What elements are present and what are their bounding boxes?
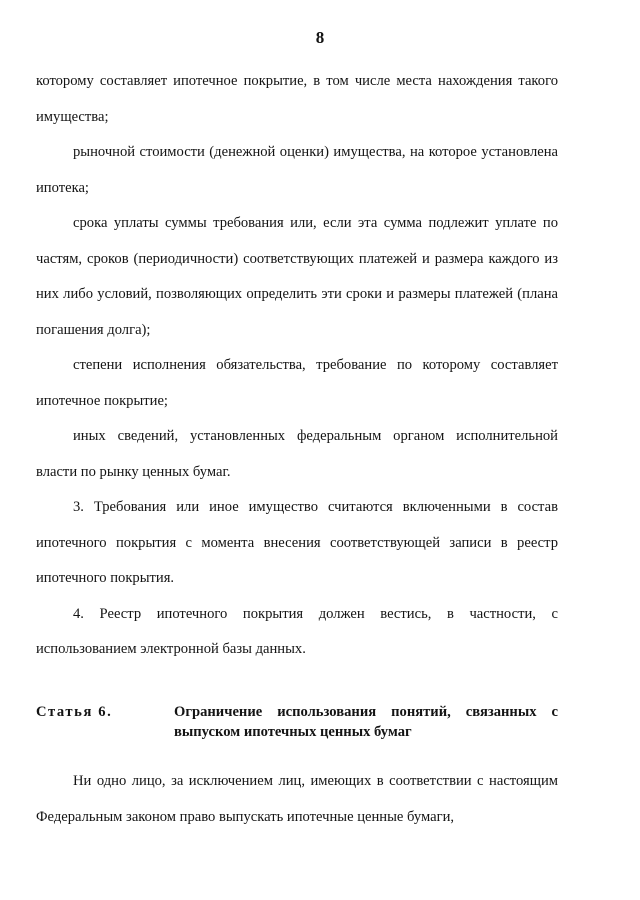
article-label: Статья 6. (36, 704, 113, 720)
page-number: 8 (315, 28, 325, 47)
paragraph-market-value: рыночной стоимости (денежной оценки) имущества, на которое установлена ипотека; (36, 144, 558, 196)
paragraph-clause-4: 4. Реестр ипотечного покрытия должен вестись, в частности, с использованием электронной базы данных. (36, 605, 558, 657)
paragraph-obligation-status: степени исполнения обязательства, требование по которому составляет ипотечное покрытие; (36, 357, 558, 409)
paragraph-clause-3: 3. Требования или иное имущество считаются включенными в состав ипотечного покрытия с момента внесения соответствующей записи в реестр ипотечного покрытия. (36, 499, 558, 586)
article-heading (36, 702, 558, 742)
paragraph-property-location: которому составляет ипотечное покрытие, в том числе места нахождения такого имущества; (36, 73, 558, 125)
document-body (36, 64, 558, 668)
paragraph-payment-terms: срока уплаты суммы требования или, если эта сумма подлежит уплате по частям, сроков (периодичности) соответствующих платежей и размера каждого из них либо условий, позволяющих определить эти сроки и размеры платежей (плана погашения долга); (36, 215, 558, 338)
paragraph-article-6-start: Ни одно лицо, за исключением лиц, имеющих в соответствии с настоящим Федеральным законом право выпускать ипотечные ценные бумаги, (36, 773, 558, 825)
article-body (36, 764, 558, 835)
article-title: Ограничение использования понятий, связанных с выпуском ипотечных ценных бумаг (174, 704, 558, 740)
paragraph-other-info: иных сведений, установленных федеральным органом исполнительной власти по рынку ценных бумаг. (36, 428, 558, 480)
